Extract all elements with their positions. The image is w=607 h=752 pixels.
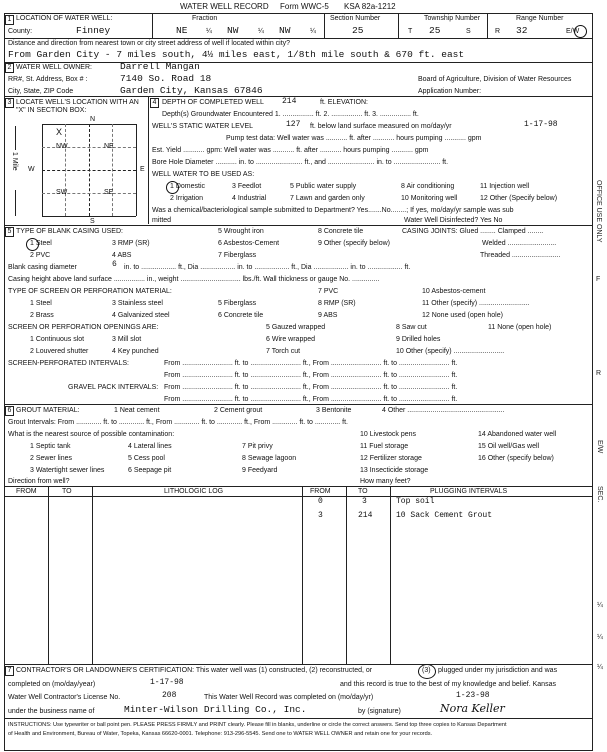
business-name: Minter-Wilson Drilling Co., Inc. [124,704,307,715]
elevation-label: ft. ELEVATION: [320,99,368,106]
casing-1: 1 Steel [30,240,52,247]
screen-9: 9 ABS [318,312,338,319]
township-label: Township Number [424,15,481,22]
opening-1: 1 Continuous slot [30,336,85,343]
township-prefix: T [408,28,413,35]
use-3: 3 Feedlot [232,183,262,190]
south-label: S [90,218,95,225]
screen-interval-2: From .......................... ft. to .......................... ft., From .......................... ft. to .......................... ft. [164,372,458,379]
gravel-interval-2: From .......................... ft. to .......................... ft., From .......................... ft. to .......................... ft. [164,396,458,403]
groundwater-line: Depth(s) Groundwater Encountered 1. ................ ft. 2. ................ ft. 3. ................ ft. [162,111,419,118]
grout-label: GROUT MATERIAL: [16,407,80,414]
log-row-1-from: 0 [318,497,323,506]
grout-3: 3 Bentonite [316,407,352,414]
casing-7: 7 Fiberglass [218,252,257,259]
screen-label: TYPE OF SCREEN OR PERFORATION MATERIAL: [8,288,172,295]
log-row-1-desc: Top soil [396,497,435,506]
plugging-intervals-header: PLUGGING INTERVALS [430,488,508,495]
contamination-label: What is the nearest source of possible contamination: [8,431,175,438]
address-value: 7140 So. Road 18 [120,73,212,84]
east-label: E [140,166,145,173]
office-quarter-3: ¼ [597,664,603,671]
use-2: 2 Irrigation [170,195,204,202]
grout-intervals: Grout Intervals: From ............. ft. to ............. ft., From ............. ft. to ............. ft., From ............. ft. to ............. ft. [8,419,348,426]
city-label: City, State, ZIP Code [8,88,74,95]
office-ew-label: E/W [596,440,603,454]
record-completed-date: 1-23-98 [456,691,490,700]
fraction-label: Fraction [192,15,218,22]
screen-7: 7 PVC [318,288,339,295]
casing-8: 8 Concrete tile [318,228,364,235]
casing-5: 5 Wrought iron [218,228,264,235]
static-label: WELL'S STATIC WATER LEVEL [152,123,254,130]
casing-height-line: Casing height above land surface ................ in., weight ............................... lbs./ft. Wall thickness or gauge No. .............. [8,276,380,283]
casing-joints: CASING JOINTS: Glued ........ Clamped ........ [402,228,544,235]
welded: Welded ......................... [482,240,557,247]
use-10: 10 Monitoring well [401,195,458,202]
opening-7: 7 Torch cut [266,348,301,355]
pump-test-line: Pump test data: Well water was ........... ft. after ........... hours pumping ........... gpm [226,135,482,142]
source-6: 6 Seepage pit [128,467,172,474]
casing-4: 4 ABS [112,252,132,259]
section-box-bottom [42,216,136,217]
use-12: 12 Other (Specify below) [480,195,558,202]
casing-3: 3 RMP (SR) [112,240,150,247]
sw-label: SW [56,189,68,196]
fraction-1: NE [176,25,188,36]
opening-11: 11 None (open hole) [488,324,552,331]
signature: Nora Keller [440,702,505,715]
form-title: WATER WELL RECORD [180,2,269,11]
owner-label: WATER WELL OWNER: [16,64,92,71]
static-date: 1-17-98 [524,120,558,129]
use-11: 11 Injection well [480,183,530,190]
mile-label: 1 Mile [11,152,18,171]
ne-label: NE [104,143,114,150]
signature-label: by (signature) [358,708,401,715]
direction-label: Direction from well? [8,478,70,485]
opening-10: 10 Other (specify) .......................... [396,348,505,355]
screen-12: 12 None used (open hole) [422,312,503,319]
source-1: 1 Septic tank [30,443,71,450]
address-label: RR#, St. Address, Box # : [8,76,88,83]
log-to-header: TO [62,488,72,495]
plugged-circle-mark [418,664,436,679]
diameter-value: 6 [112,260,117,269]
source-2: 2 Sewer lines [30,455,73,462]
screen-2: 2 Brass [30,312,54,319]
how-many-feet-label: How many feet? [360,478,411,485]
use-8: 8 Air conditioning [401,183,455,190]
opening-5: 5 Gauzed wrapped [266,324,326,331]
log-from-header: FROM [16,488,37,495]
completed-date: 1-17-98 [150,678,184,687]
depth-value: 214 [282,97,297,106]
source-5: 5 Cess pool [128,455,165,462]
use-5: 5 Public water supply [290,183,357,190]
distance-label: Distance and direction from nearest town or city street address of well if located within city? [8,40,291,47]
screen-intervals-label: SCREEN-PERFORATED INTERVALS: [8,360,129,367]
grout-4: 4 Other .................................................. [382,407,505,414]
gravel-intervals-label: GRAVEL PACK INTERVALS: [68,384,159,391]
quarter-sym-3: ¼ [310,28,316,35]
section-6-number: 6 [5,406,14,416]
screen-11: 11 Other (specify) .......................... [422,300,530,307]
locate-label: LOCATE WELL'S LOCATION WITH AN "X" IN SECTION BOX: [16,99,139,114]
screen-6: 6 Concrete tile [218,312,264,319]
water-well-record-form [4,2,592,750]
source-3: 3 Watertight sewer lines [30,467,105,474]
office-quarter-1: ¼ [597,602,603,609]
source-15: 15 Oil well/Gas well [478,443,540,450]
office-sec-label: SEC. [596,486,603,503]
nw-label: NW [56,143,68,150]
static-rest: ft. below land surface measured on mo/day/yr [310,123,452,130]
source-12: 12 Fertilizer storage [360,455,422,462]
section-box-hdiv [42,170,136,171]
screen-4: 4 Galvanized steel [112,312,170,319]
range-label: Range Number [516,15,564,22]
ksa-ref: KSA 82a-1212 [344,2,396,11]
license-value: 208 [162,691,177,700]
city-value: Garden City, Kansas 67846 [120,85,263,96]
section-7-number: 7 [5,666,14,676]
fraction-2: NW [227,25,239,36]
office-r-label: R [596,370,602,377]
quarter-sym-2: ¼ [258,28,264,35]
screen-1: 1 Steel [30,300,52,307]
threaded: Threaded ......................... [480,252,561,259]
log-row-2-desc: 10 Sack Cement Grout [396,511,493,520]
opening-9: 9 Drilled holes [396,336,441,343]
north-label: N [90,116,96,123]
est-yield-line: Est. Yield ........... gpm: Well water was ........... ft. after ........... hours pumping ........... gpm [152,147,429,154]
opening-6: 6 Wire wrapped [266,336,316,343]
gravel-interval-1: From .......................... ft. to .......................... ft., From .......................... ft. to .......................... ft. [164,384,458,391]
county-value: Finney [76,25,111,36]
static-value: 127 [286,120,301,129]
diameter-label: Blank casing diameter [8,264,77,271]
source-10: 10 Livestock pens [360,431,417,438]
location-label: LOCATION OF WATER WELL: [16,15,113,22]
use-4: 4 Industrial [232,195,267,202]
screen-5: 5 Fiberglass [218,300,257,307]
opening-3: 3 Mill slot [112,336,142,343]
screen-8: 8 RMP (SR) [318,300,356,307]
board-label: Board of Agriculture, Division of Water Resources [418,76,572,83]
section-box-right [136,124,137,216]
distance-value: From Garden City - 7 miles south, 4½ miles east, 1/8th mile south & 670 ft. east [8,49,465,60]
range-prefix: R [495,28,501,35]
completed-label: completed on (mo/day/year) [8,681,96,688]
business-label: under the business name of [8,708,95,715]
section-number-label: Section Number [330,15,381,22]
disinfected-line: Water Well Disinfected? Yes No [404,217,503,224]
source-9: 9 Feedyard [242,467,278,474]
log-row-2-to: 214 [358,511,373,520]
casing-2: 2 PVC [30,252,51,259]
log-row-1-to: 3 [362,497,367,506]
openings-label: SCREEN OR PERFORATION OPENINGS ARE: [8,324,159,331]
casing-label: TYPE OF BLANK CASING USED: [16,228,123,235]
plug-from-header: FROM [310,488,331,495]
source-4: 4 Lateral lines [128,443,172,450]
screen-interval-1: From .......................... ft. to .......................... ft., From .......................... ft. to .......................... ft. [164,360,458,367]
steel-circle-mark [26,238,39,251]
county-label: County: [8,28,33,35]
mitted-label: mitted [152,217,172,224]
quarter-sym-1: ¼ [206,28,212,35]
section-5-number: 5 [5,227,14,237]
source-14: 14 Abandoned water well [478,431,557,438]
true-statement: and this record is true to the best of my knowledge and belief. Kansas [340,681,556,688]
log-row-2-from: 3 [318,511,323,520]
application-number-label: Application Number: [418,88,482,95]
grout-1: 1 Neat cement [114,407,160,414]
certification-text-1: CONTRACTOR'S OR LANDOWNER'S CERTIFICATION: This water well was (1) constructed, (2) reconstructed, or [16,667,373,674]
section-3-number: 3 [5,98,14,108]
instructions-line-1: INSTRUCTIONS: Use typewriter or ball point pen. PLEASE PRESS FIRMLY and PRINT clearly. Please fill in blanks, underline or circle the correct answers. Send top three copies to Kansas Department [8,722,507,728]
depth-label: DEPTH OF COMPLETED WELL [162,99,264,106]
source-16: 16 Other (specify below) [478,455,554,462]
w-circle-mark [574,25,587,38]
source-8: 8 Sewage lagoon [242,455,297,462]
plug-to-header: TO [358,488,368,495]
casing-9: 9 Other (specify below) [318,240,390,247]
range-value: 32 [516,25,528,36]
domestic-circle-mark [166,181,179,194]
certification-option-3: (3) [422,667,431,674]
section-number-value: 25 [352,25,364,36]
fraction-3: NW [279,25,291,36]
source-11: 11 Fuel storage [360,443,409,450]
record-completed-text: This Water Well Record was completed on (mo/day/yr) [204,694,374,701]
section-2-number: 2 [5,63,14,73]
use-7: 7 Lawn and garden only [290,195,365,202]
section-box-x-mark: X [56,127,63,137]
screen-3: 3 Stainless steel [112,300,163,307]
township-suffix: S [466,28,471,35]
certification-text-2: plugged under my jurisdiction and was [438,667,558,674]
screen-10: 10 Asbestos-cement [422,288,486,295]
chem-line: Was a chemical/bacteriological sample submitted to Department? Yes.......No........; If yes, mo/day/yr sample was sub [152,207,514,214]
opening-4: 4 Key punched [112,348,159,355]
opening-8: 8 Saw cut [396,324,427,331]
se-label: SE [104,189,114,196]
license-label: Water Well Contractor's License No. [8,694,121,701]
section-4-number: 4 [150,98,159,108]
lithologic-log-header: LITHOLOGIC LOG [164,488,224,495]
source-13: 13 Insecticide storage [360,467,429,474]
casing-6: 6 Asbestos-Cement [218,240,280,247]
section-1-number: 1 [5,15,14,25]
opening-2: 2 Louvered shutter [30,348,89,355]
use-1: 1 Domestic [170,183,206,190]
office-quarter-2: ¼ [597,634,603,641]
bore-hole-line: Bore Hole Diameter ........... in. to ........................ ft., and ........................ in. to ........................ ft. [152,159,449,166]
ew-label: E/W [566,28,580,35]
diameter-rest: in. to .................. ft., Dia .................. in. to .................. ft., Dia .................. in. to .................. ft. [124,264,411,271]
source-7: 7 Pit privy [242,443,273,450]
office-use-label: OFFICE USE ONLY [595,180,602,243]
owner-value: Darrell Mangan [120,61,200,72]
form-number: Form WWC-5 [280,2,329,11]
instructions-line-2: of Health and Environment, Bureau of Water, Topeka, Kansas 66620-0001. Telephone: 913-296-5545. Send one to WATER WELL OWNER and retain one for your records. [8,731,433,737]
office-f-label: F [596,276,601,283]
west-label: W [28,166,35,173]
grout-2: 2 Cement grout [214,407,263,414]
use-label: WELL WATER TO BE USED AS: [152,171,255,178]
township-value: 25 [429,25,441,36]
